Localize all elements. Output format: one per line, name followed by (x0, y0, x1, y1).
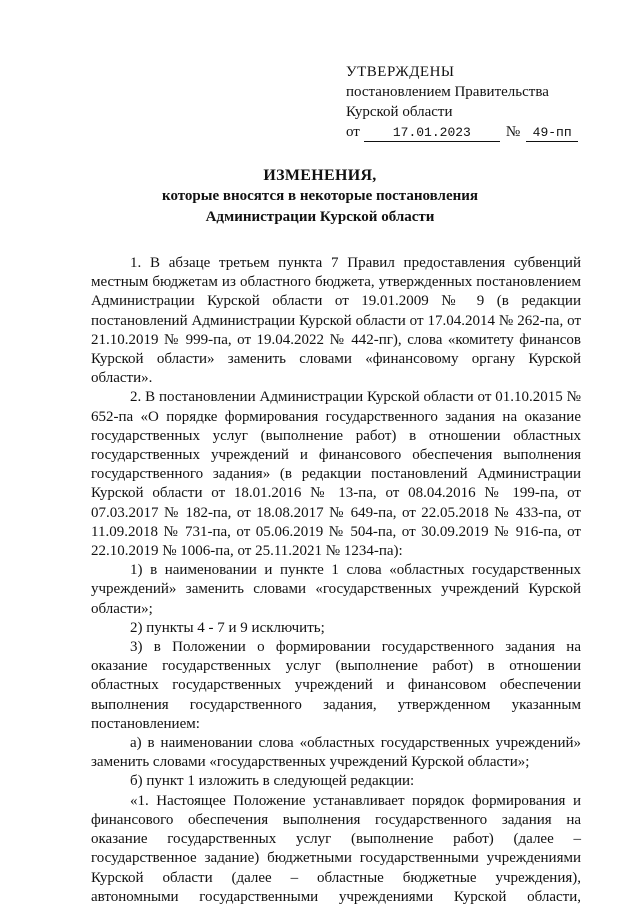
title-sub-2: Администрации Курской области (205, 209, 435, 225)
paragraph: 2) пункты 4 - 7 и 9 исключить; (130, 619, 325, 636)
approval-heading: УТВЕРЖДЕНЫ (346, 64, 455, 80)
approval-line-1: постановлением Правительства (346, 84, 549, 100)
document-title (0, 165, 640, 228)
paragraph: а) в наименовании слова «областных государственных учреждений» заменить словами «государственных учреждений Курской области»; (91, 735, 581, 771)
approval-line-2: Курской области (346, 104, 453, 120)
paragraph: б) пункт 1 изложить в следующей редакции: (130, 773, 415, 790)
approval-date: 17.01.2023 (364, 125, 500, 142)
title-main: ИЗМЕНЕНИЯ, (263, 167, 377, 184)
date-prefix: от (346, 124, 360, 140)
approval-date-row (346, 122, 606, 142)
paragraph: 3) в Положении о формировании государственного задания на оказание государственных услуг (выполнение работ) в отношении областных государственных учреждений и финансовом обеспечении выполнения государственного задания, утвержденном указанным постановлением: (91, 639, 581, 732)
title-sub-1: которые вносятся в некоторые постановления (162, 188, 478, 204)
paragraph: 2. В постановлении Администрации Курской области от 01.10.2015 № 652-па «О порядке формирования государственного задания на оказание государственных услуг (выполнение работ) в отношении областных государственных учреждений и финансового обеспечения выполнения государственного задания» (в редакции постановлений Администрации Курской области от 18.01.2016 № 13-па, от 08.04.2016 № 199-па, от 07.03.2017 № 182-па, от 18.08.2017 № 649-па, от 22.05.2018 № 433-па, от 11.09.2018 № 731-па, от 05.06.2019 № 504-па, от 30.09.2019 № 916-па, от 22.10.2019 № 1006-па, от 25.11.2021 № 1234-па): (91, 389, 581, 560)
paragraph: 1) в наименовании и пункте 1 слова «областных государственных учреждений» заменить словами «государственных учреждений Курской области»; (91, 562, 581, 617)
document-body (91, 254, 581, 907)
paragraph: «1. Настоящее Положение устанавливает порядок формирования и финансового обеспечения выполнения государственного задания на оказание государственных услуг (выполнение работ) (далее – государственное задание) бюджетными государственными учреждениями Курской области (далее – областные бюджетные учреждения), автономными государственными учреждениями Курской области, (91, 792, 581, 905)
approval-stamp (346, 62, 606, 142)
number-prefix: № (505, 124, 521, 140)
approval-number: 49-пп (526, 125, 578, 142)
paragraph: 1. В абзаце третьем пункта 7 Правил предоставления субвенций местным бюджетам из областного бюджета, утвержденных постановлением Администрации Курской области от 19.01.2009 № 9 (в редакции постановлений Администрации Курской области от 17.04.2014 № 262-па, от 21.10.2019 № 999-па, от 19.04.2022 № 442-пг), слова «комитету финансов Курской области» заменить словами «финансовому органу Курской области». (91, 255, 581, 387)
